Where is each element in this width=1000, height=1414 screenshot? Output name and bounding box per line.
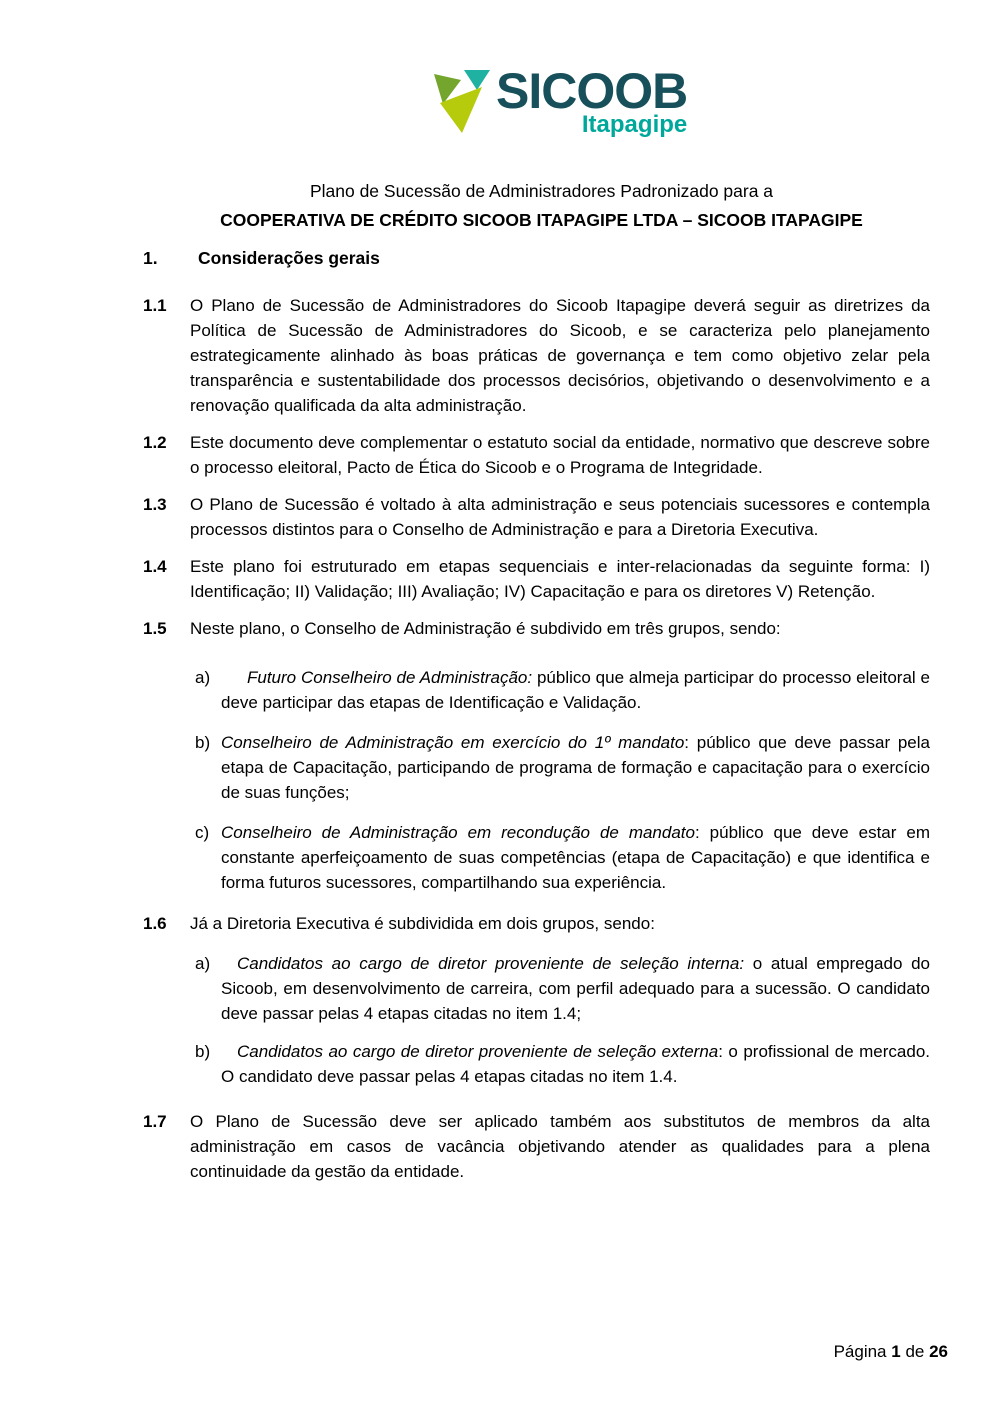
logo-unit: Itapagipe [581, 111, 688, 138]
paragraph-text: Este documento deve complementar o estatuto social da entidade, normativo que descreve sobre o processo eleitoral, Pacto de Ética do Sicoob e o Programa de Integridade. [190, 433, 930, 477]
title-line-1: Plano de Sucessão de Administradores Padronizado para a [309, 181, 774, 201]
list-item-text [221, 820, 930, 895]
list-item-1-5-a [195, 665, 930, 715]
paragraph-number: 1.7 [143, 1112, 167, 1131]
paragraph-text: Neste plano, o Conselho de Administração é subdivido em três grupos, sendo: [190, 619, 781, 638]
list-item-1-5-c [195, 820, 930, 895]
sicoob-logo [434, 63, 688, 138]
paragraph-text: O Plano de Sucessão de Administradores do Sicoob Itapagipe deverá seguir as diretrizes da Política de Sucessão de Administradores do Sicoob, e se caracteriza pelo planejamento estrategicamente alinhado às boas práticas de governança e tem como objetivo zelar pela transparência e sustentabilidade dos processos decisórios, objetivando o desenvolvimento e a renovação qualificada da alta administração. [190, 296, 930, 415]
triangle-teal [464, 70, 490, 90]
list-item-italic: Candidatos ao cargo de diretor proveniente de seleção interna: [237, 954, 745, 973]
paragraph-1-6 [143, 911, 930, 936]
paragraph-1-1 [143, 293, 930, 418]
paragraph-1-5 [143, 616, 930, 641]
section-heading [143, 246, 930, 271]
paragraph-1-2 [143, 430, 930, 480]
list-item-italic: Futuro Conselheiro de Administração: [247, 668, 533, 687]
page-footer [834, 1342, 948, 1362]
list-item-text [221, 665, 930, 715]
list-item-1-6-a [195, 951, 930, 1026]
logo-text [496, 63, 688, 138]
paragraph-text: Já a Diretoria Executiva é subdividida em dois grupos, sendo: [190, 914, 655, 933]
paragraph-number: 1.4 [143, 557, 167, 576]
list-item-rest: : público que deve estar em constante aperfeiçoamento de suas competências (etapa de Capacitação) e que identifica e forma futuros sucessores, compartilhando sua experiência. [221, 823, 930, 892]
paragraph-1-7 [143, 1109, 930, 1184]
document-content [143, 177, 930, 1184]
list-item-text [221, 1039, 930, 1089]
paragraph-number: 1.5 [143, 619, 167, 638]
logo-brand: SICOOB [496, 63, 688, 119]
list-item-rest: : o profissional de mercado. O candidato deve passar pelas 4 etapas citadas no item 1.4. [221, 1042, 930, 1086]
paragraph-text: O Plano de Sucessão é voltado à alta administração e seus potenciais sucessores e contempla processos distintos para o Conselho de Administração e para a Diretoria Executiva. [190, 495, 930, 539]
sicoob-triangle-icon [434, 70, 491, 134]
list-item-text [221, 730, 930, 805]
list-item-letter: a) [195, 954, 211, 973]
footer-label: Página [833, 1342, 892, 1361]
list-item-letter: b) [195, 1042, 211, 1061]
document-title [143, 177, 930, 235]
section-number: 1. [143, 248, 158, 268]
footer-page-number: 1 [891, 1342, 901, 1361]
section-label: Considerações gerais [198, 248, 380, 268]
list-item-letter: c) [195, 823, 210, 842]
list-item-italic: Candidatos ao cargo de diretor proveniente de seleção externa [237, 1042, 719, 1061]
footer-of: de [900, 1342, 930, 1361]
footer-total-pages: 26 [929, 1342, 948, 1361]
title-line-2: COOPERATIVA DE CRÉDITO SICOOB ITAPAGIPE LTDA – SICOOB ITAPAGIPE [220, 210, 863, 230]
paragraph-1-4 [143, 554, 930, 604]
list-item-1-6-b [195, 1039, 930, 1089]
list-item-text [221, 951, 930, 1026]
list-item-rest: público que almeja participar do processo eleitoral e deve participar das etapas de Identificação e Validação. [221, 668, 930, 712]
list-item-letter: b) [195, 733, 211, 752]
list-item-letter: a) [195, 668, 211, 687]
paragraph-text: Este plano foi estruturado em etapas sequenciais e inter-relacionadas da seguinte forma: I) Identificação; II) Validação; III) Avaliação; IV) Capacitação e para os diretores V) Retenção. [190, 557, 930, 601]
list-item-1-5-b [195, 730, 930, 805]
paragraph-1-3 [143, 492, 930, 542]
list-item-rest: : público que deve passar pela etapa de Capacitação, participando de programa de formação e capacitação para o exercício de suas funções; [221, 733, 930, 802]
paragraph-number: 1.1 [143, 296, 167, 315]
paragraph-number: 1.3 [143, 495, 167, 514]
paragraph-number: 1.6 [143, 914, 167, 933]
paragraph-text: O Plano de Sucessão deve ser aplicado também aos substitutos de membros da alta administração em casos de vacância objetivando atender as qualidades para a plena continuidade da gestão da entidade. [190, 1112, 930, 1181]
paragraph-number: 1.2 [143, 433, 167, 452]
list-item-italic: Conselheiro de Administração em exercício do 1º mandato [221, 733, 685, 752]
list-item-rest: o atual empregado do Sicoob, em desenvolvimento de carreira, com perfil adequado para a sucessão. O candidato deve passar pelas 4 etapas citadas no item 1.4; [221, 954, 931, 1023]
list-item-italic: Conselheiro de Administração em recondução de mandato [221, 823, 695, 842]
